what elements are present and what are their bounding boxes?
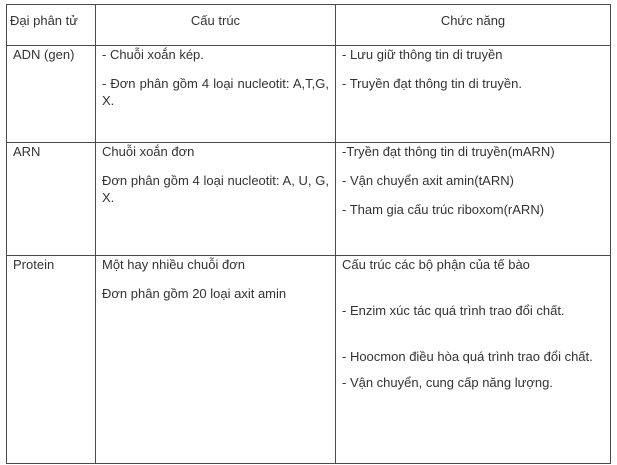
function-line: Cấu trúc các bộ phận của tế bào — [342, 257, 530, 272]
row-name-arn: ARN — [7, 143, 96, 256]
structure-line: - Đơn phân gồm 4 loại nucleotit: A,T,G, X. — [102, 76, 329, 108]
row-name-protein: Protein — [7, 256, 96, 464]
function-line: - Tham gia cấu trúc riboxom(rARN) — [342, 202, 545, 217]
table-row-protein — [7, 256, 611, 464]
header-row — [7, 5, 611, 46]
function-line: -Tryền đạt thông tin di truyền(mARN) — [342, 144, 555, 159]
macromolecule-table — [6, 4, 611, 464]
structure-line: Một hay nhiều chuỗi đơn — [102, 257, 245, 272]
header-function: Chức năng — [336, 5, 611, 46]
table-row-arn — [7, 143, 611, 256]
function-cell-protein — [336, 256, 611, 464]
structure-cell-adn — [96, 46, 336, 143]
structure-line: - Chuỗi xoắn kép. — [102, 47, 204, 62]
structure-line: Chuỗi xoắn đơn — [102, 144, 195, 159]
function-cell-adn — [336, 46, 611, 143]
header-macromolecule: Đại phân tử — [7, 5, 96, 46]
function-line: - Vận chuyển axit amin(tARN) — [342, 173, 514, 188]
function-line: - Enzim xúc tác quá trình trao đổi chất. — [342, 303, 565, 318]
function-line: - Lưu giữ thông tin di truyền — [342, 47, 503, 62]
structure-cell-arn — [96, 143, 336, 256]
row-name-adn: ADN (gen) — [7, 46, 96, 143]
structure-cell-protein — [96, 256, 336, 464]
structure-line: Đơn phân gồm 4 loại nucleotit: A, U, G, X. — [102, 173, 329, 205]
header-structure: Cấu trúc — [96, 5, 336, 46]
function-line: - Hoocmon điều hòa quá trình trao đổi chất. — [342, 349, 593, 364]
function-cell-arn — [336, 143, 611, 256]
table-row-adn — [7, 46, 611, 143]
function-line: - Truyền đạt thông tin di truyền. — [342, 76, 522, 91]
structure-line: Đơn phân gồm 20 loại axit amin — [102, 286, 287, 301]
function-line: - Vận chuyển, cung cấp năng lượng. — [342, 375, 553, 390]
